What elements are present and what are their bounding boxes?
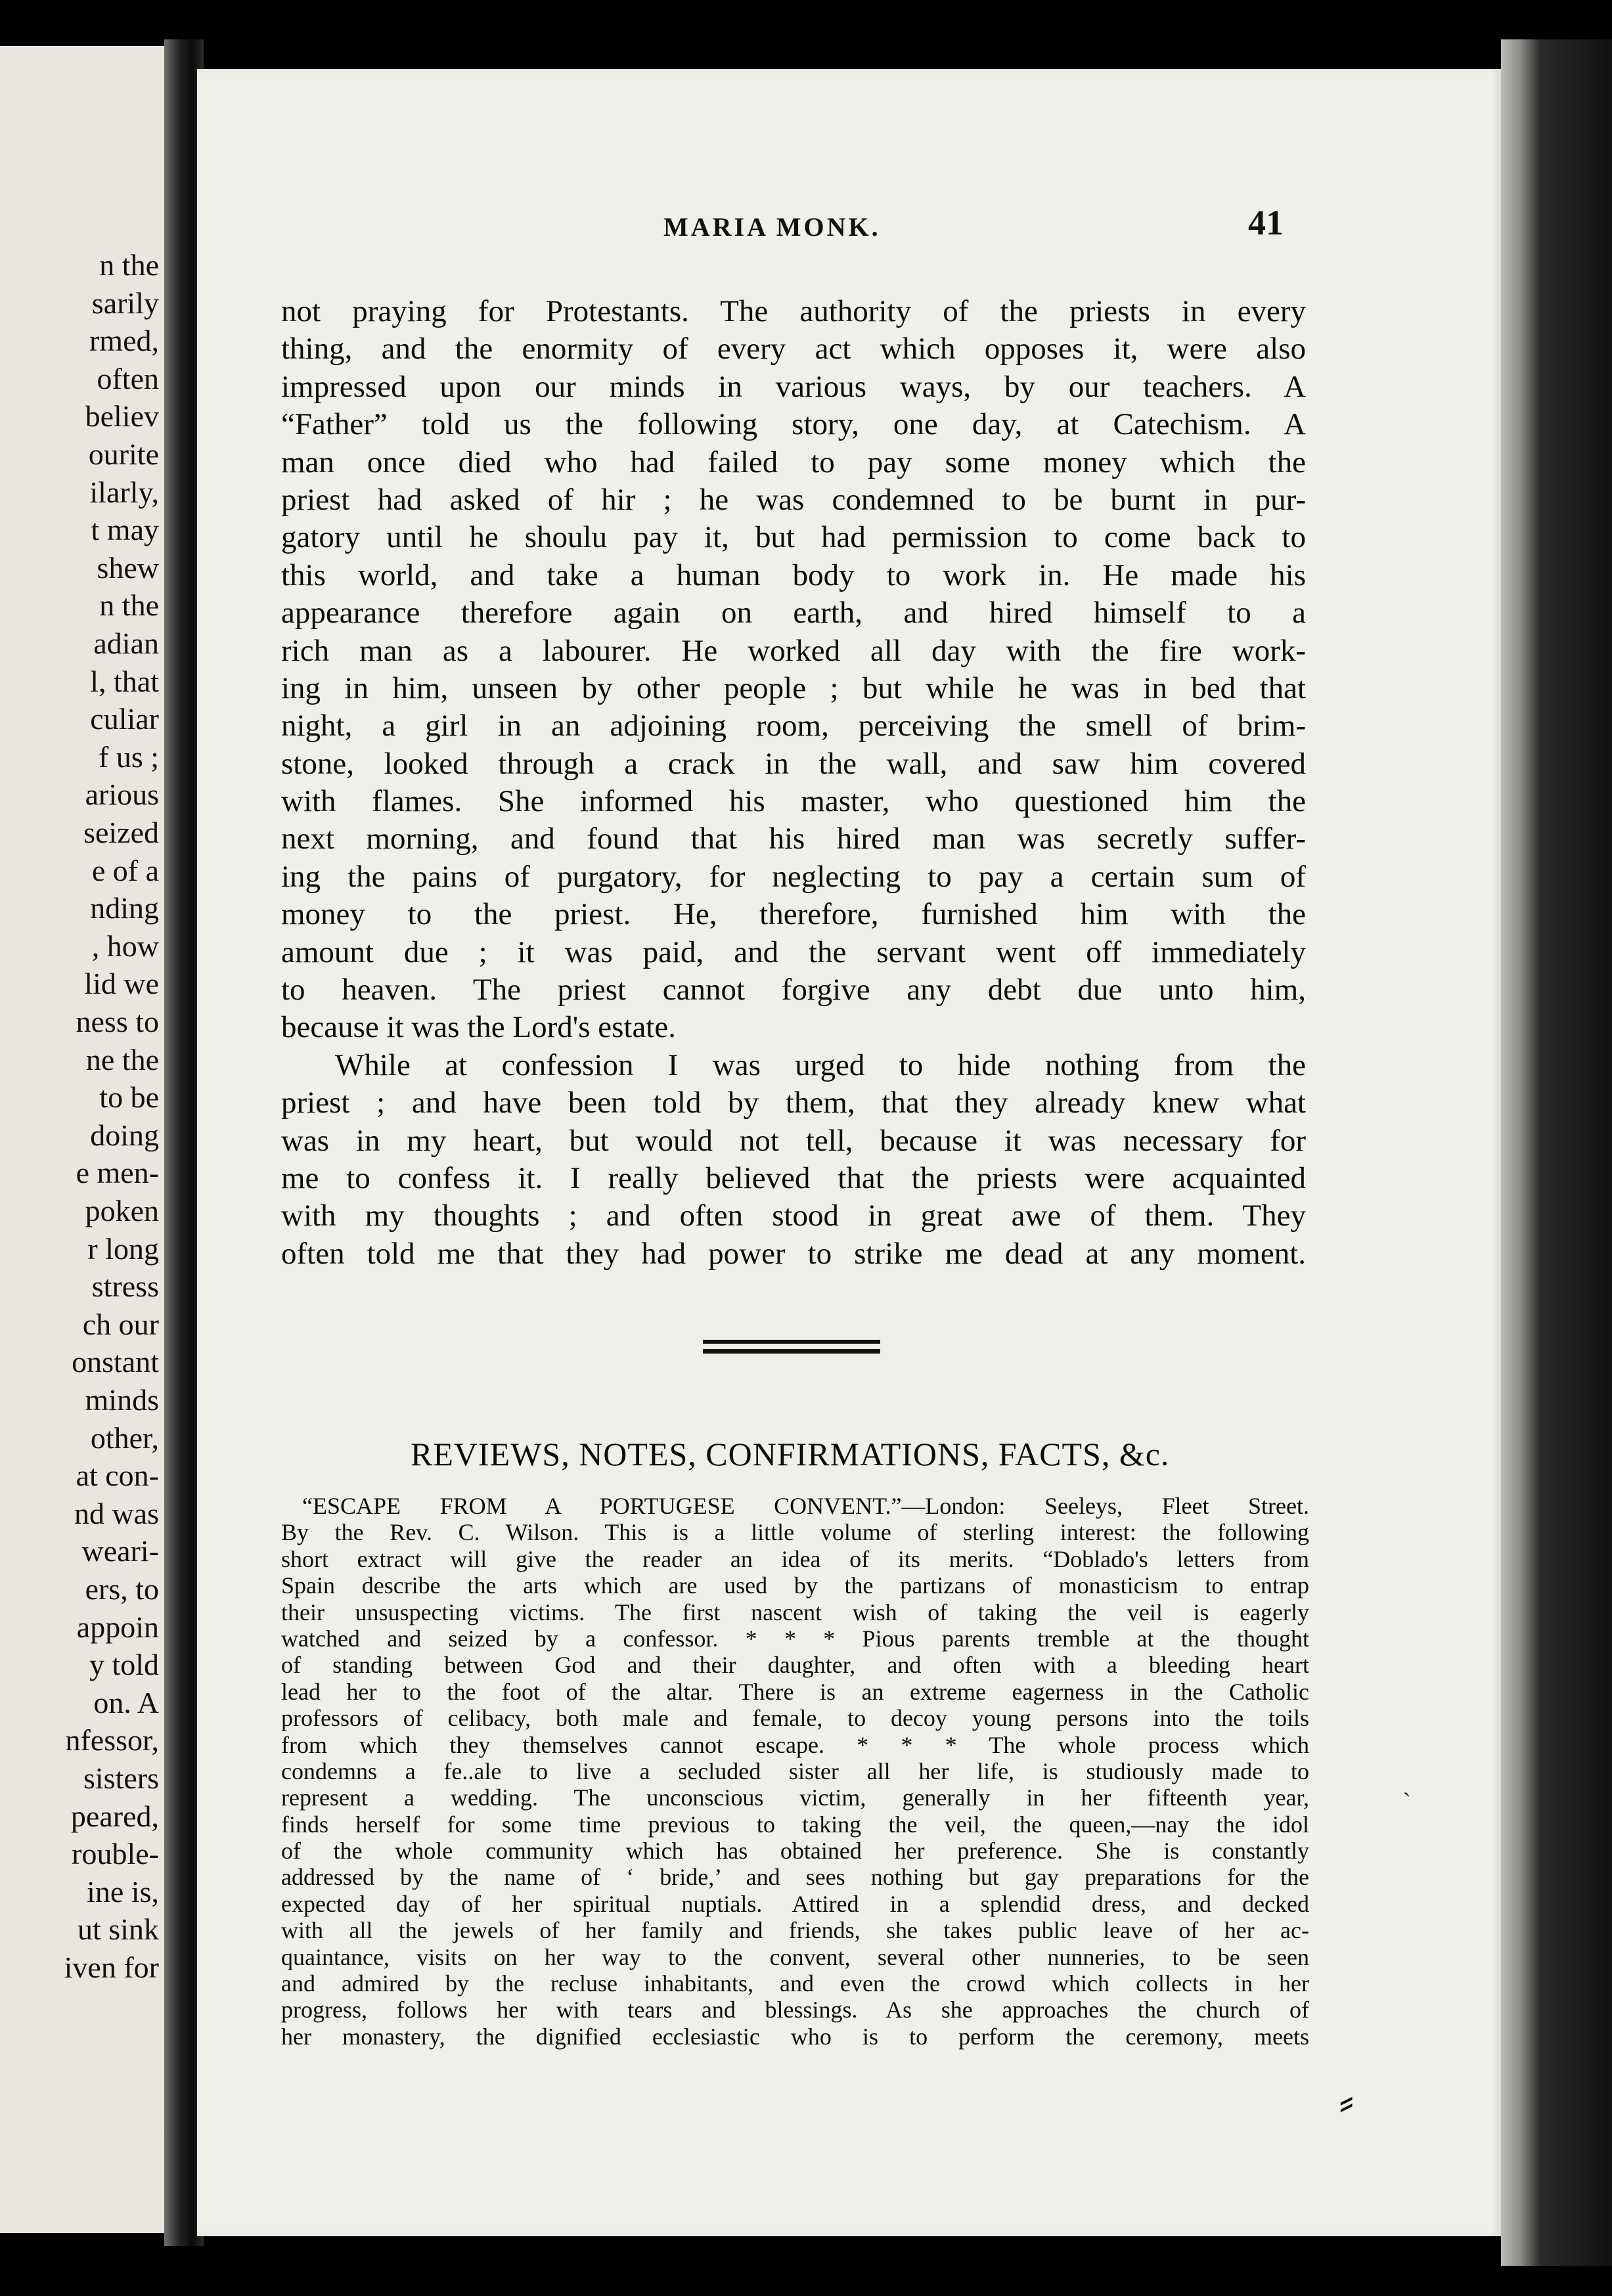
text-line: this world, and take a human body to work in. He made his: [281, 558, 1306, 592]
text-line: to heaven. The priest cannot forgive any debt due unto him,: [281, 973, 1306, 1007]
review-line: of the whole community which has obtained her preference. She is constantly: [281, 1838, 1309, 1865]
left-page-fragment: n the: [99, 588, 159, 623]
text-line: stone, looked through a crack in the wall, and saw him covered: [281, 746, 1306, 781]
left-page-fragment: e of a: [91, 853, 159, 887]
left-page-fragment: ne the: [85, 1042, 159, 1076]
text-line: rich man as a labourer. He worked all day with the fire work-: [281, 633, 1306, 668]
left-page-fragment: believ: [85, 399, 159, 433]
text-line: priest ; and have been told by them, that they already knew what: [281, 1086, 1306, 1120]
left-page-fragment: adian: [93, 627, 159, 660]
divider-rule-bottom: [703, 1349, 880, 1354]
text-line: often told me that they had power to strike me dead at any moment.: [281, 1236, 1306, 1271]
left-page-fragment: t may: [91, 513, 159, 547]
review-line: and admired by the recluse inhabitants, and even the crowd which collects in her: [281, 1970, 1309, 1997]
text-line: impressed upon our minds in various ways, by our teachers. A: [281, 369, 1306, 404]
review-line: expected day of her spiritual nuptials. Attired in a splendid dress, and decked: [281, 1890, 1309, 1917]
review-line: watched and seized by a confessor. * * * Pious parents tremble at the thought: [281, 1625, 1309, 1652]
text-line: man once died who had failed to pay some money which the: [281, 445, 1306, 479]
text-line: with my thoughts ; and often stood in great awe of them. They: [281, 1199, 1306, 1233]
text-line: “Father” told us the following story, one day, at Catechism. A: [281, 407, 1306, 442]
left-page-fragment: culiar: [90, 702, 159, 736]
left-page-fragment: ness to: [76, 1005, 159, 1038]
left-page-fragment: poken: [85, 1194, 159, 1227]
left-page-fragment: r long: [87, 1231, 159, 1266]
left-page-fragment: ourite: [88, 437, 159, 471]
review-text: [281, 1493, 1309, 2050]
review-line: of standing between God and their daughter, and often with a bleeding heart: [281, 1652, 1309, 1679]
review-line: condemns a fe..ale to live a secluded sister all her life, is studiously made to: [281, 1757, 1309, 1784]
page-edge: [1501, 39, 1612, 2266]
left-page-fragment: minds: [85, 1383, 159, 1417]
review-line: professors of celibacy, both male and female, to decoy young persons into the toils: [281, 1705, 1309, 1732]
text-line: next morning, and found that his hired man was secretly suffer-: [281, 822, 1306, 856]
left-page-fragment: other,: [90, 1421, 159, 1455]
text-line: ing the pains of purgatory, for neglecting to pay a certain sum of: [281, 859, 1306, 894]
left-page-fragment: e men-: [76, 1156, 159, 1190]
review-line: with all the jewels of her family and friends, she takes public leave of her ac-: [281, 1917, 1309, 1944]
left-page-fragment: ilarly,: [89, 475, 159, 509]
left-page-fragment: onstant: [72, 1345, 159, 1379]
text-line: thing, and the enormity of every act which opposes it, were also: [281, 332, 1306, 366]
review-line: finds herself for some time previous to taking the veil, the queen,—nay the idol: [281, 1811, 1309, 1838]
left-page-fragment: n the: [99, 248, 159, 282]
margin-mark: ⸗: [1339, 2076, 1355, 2127]
left-facing-page: [0, 46, 164, 2233]
left-page-fragment: l, that: [90, 664, 159, 698]
text-line: me to confess it. I really believed that the priests were acquainted: [281, 1160, 1306, 1195]
left-page-fragment: y told: [89, 1648, 159, 1682]
section-divider: [703, 1340, 880, 1356]
left-page-fragment: doing: [90, 1118, 159, 1152]
review-line: “ESCAPE FROM A PORTUGESE CONVENT.”—London: Seeleys, Fleet Street.: [302, 1493, 1309, 1519]
running-head: MARIA MONK.: [663, 212, 881, 242]
left-page-fragment: ch our: [82, 1307, 159, 1341]
left-page-fragment: at con-: [76, 1459, 159, 1493]
text-line: amount due ; it was paid, and the servant went off immediately: [281, 935, 1306, 969]
margin-mark: ˎ: [1402, 1767, 1412, 1797]
text-line: because it was the Lord's estate.: [281, 1010, 676, 1045]
page-number: 41: [1248, 203, 1284, 242]
text-line: was in my heart, but would not tell, because it was necessary for: [281, 1123, 1306, 1158]
text-line: gatory until he shoulu pay it, but had permission to come back to: [281, 520, 1306, 555]
left-page-fragment: iven for: [64, 1951, 159, 1984]
review-line: short extract will give the reader an idea of its merits. “Doblado's letters from: [281, 1545, 1309, 1572]
left-page-fragment: nfessor,: [65, 1723, 159, 1757]
review-line: Spain describe the arts which are used by the partizans of monasticism to entrap: [281, 1572, 1309, 1599]
left-page-fragment: appoin: [76, 1610, 159, 1644]
text-line: not praying for Protestants. The authority of the priests in every: [281, 294, 1306, 328]
body-text: [281, 293, 1306, 1273]
left-page-fragment: peared,: [70, 1799, 159, 1833]
section-heading: REVIEWS, NOTES, CONFIRMATIONS, FACTS, &c.: [411, 1436, 1170, 1472]
review-line: from which they themselves cannot escape. * * * The whole process which: [281, 1731, 1309, 1758]
left-page-fragment: arious: [85, 778, 159, 812]
left-page-fragment: nding: [90, 891, 159, 925]
left-page-fragment: stress: [91, 1269, 159, 1304]
left-page-fragment: f us ;: [99, 740, 159, 774]
left-page-fragment: shew: [97, 550, 159, 585]
text-line: priest had asked of hir ; he was condemned to be burnt in pur-: [281, 482, 1306, 517]
review-line: quaintance, visits on her way to the convent, several other nunneries, to be seen: [281, 1943, 1309, 1970]
review-line: their unsuspecting victims. The first nascent wish of taking the veil is eagerly: [281, 1599, 1309, 1625]
left-page-fragment: seized: [83, 816, 159, 849]
left-page-fragment: to be: [99, 1080, 159, 1115]
left-page-fragment: ers, to: [85, 1572, 159, 1606]
left-page-fragment: sarily: [91, 286, 159, 320]
left-page-fragment: weari-: [81, 1534, 159, 1568]
left-page-fragment: rouble-: [72, 1837, 159, 1871]
text-line: While at confession I was urged to hide nothing from the: [335, 1048, 1306, 1082]
review-line: addressed by the name of ‘ bride,’ and sees nothing but gay preparations for the: [281, 1864, 1309, 1891]
text-line: night, a girl in an adjoining room, perceiving the smell of brim-: [281, 709, 1306, 743]
review-line: represent a wedding. The unconscious victim, generally in her fifteenth year,: [281, 1784, 1309, 1811]
left-page-fragment: on. A: [93, 1685, 159, 1719]
text-line: ing in him, unseen by other people ; but while he was in bed that: [281, 671, 1306, 705]
text-line: money to the priest. He, therefore, furnished him with the: [281, 897, 1306, 932]
text-line: with flames. She informed his master, who questioned him the: [281, 784, 1306, 819]
left-page-fragment: lid we: [84, 967, 159, 1001]
review-line: lead her to the foot of the altar. There is an extreme eagerness in the Catholic: [281, 1678, 1309, 1705]
left-page-fragment: nd was: [74, 1496, 159, 1530]
review-line: her monastery, the dignified ecclesiastic who is to perform the ceremony, meets: [281, 2023, 1309, 2050]
review-line: By the Rev. C. Wilson. This is a little volume of sterling interest: the following: [281, 1519, 1309, 1546]
left-page-fragment: rmed,: [89, 324, 159, 358]
text-line: appearance therefore again on earth, and hired himself to a: [281, 596, 1306, 630]
left-page-fragment: , how: [91, 929, 159, 963]
left-page-fragment: ine is,: [87, 1874, 159, 1909]
divider-rule-top: [703, 1340, 880, 1344]
left-page-fragment: ut sink: [78, 1912, 159, 1947]
left-page-fragment: sisters: [83, 1761, 159, 1795]
review-line: progress, follows her with tears and blessings. As she approaches the church of: [281, 1997, 1309, 2023]
left-page-fragment: often: [97, 361, 159, 395]
